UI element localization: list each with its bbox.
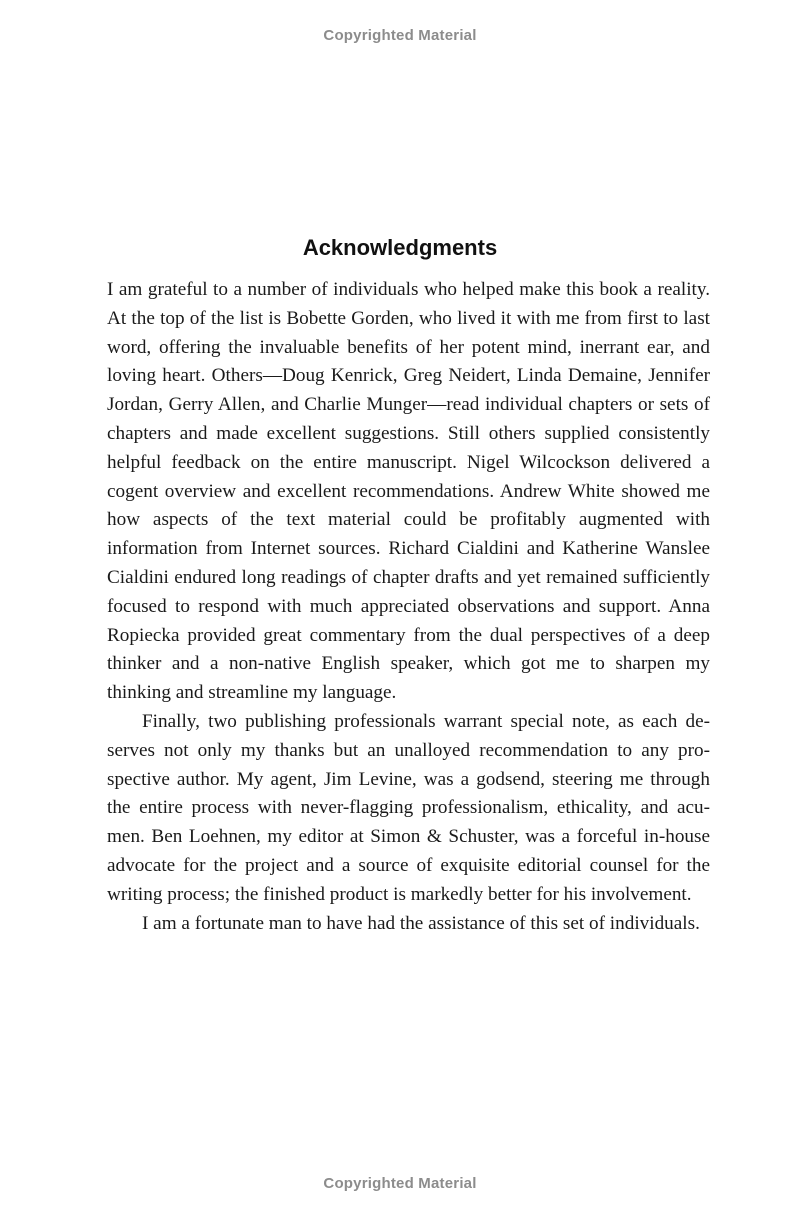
paragraph-closing: I am a fortunate man to have had the assistance of this set of individuals. [142, 912, 700, 934]
page-title: Acknowledgments [302, 235, 498, 260]
paragraph-gratitude: I am grateful to a number of individuals who helped make this book a reality. At the top of the list is Bobette Gorden, who lived it with me from first to last word, offering the invaluable benefits of her potent mind, inerrant ear, and loving heart. Others—Doug Kenrick, Greg Neidert, Linda Demaine, Jennifer Jordan, Gerry Allen, and Charlie Munger—read individual chapters or sets of chapters and made excellent suggestions. Still others supplied consistently helpful feedback on the entire manuscript. Nigel Wilcockson delivered a cogent overview and excellent recommendations. Andrew White showed me how aspects of the text material could be profitably augmented with information from Internet sources. Richard Cialdini and Katherine Wanslee Cialdini endured long readings of chapter drafts and yet remained sufficiently focused to respond with much appreciated observations and support. Anna Ropiecka provided great commentary from the dual perspectives of a deep thinker and a non-native English speaker, which got me to sharpen my thinking and streamline my language. [107, 279, 710, 704]
paragraph-publishing-professionals: Finally, two publishing professionals warrant special note, as each deserves not only my thanks but an unalloyed recommendation to any prospective author. My agent, Jim Levine, was a godsend, steering me through the entire process with never-flagging professionalism, ethicality, and acumen. Ben Loehnen, my editor at Simon & Schuster, was a forceful in-house advocate for the project and a source of exquisite editorial counsel for the writing process; the finished product is markedly better for his involvement. [107, 710, 710, 905]
copyright-watermark-bottom: Copyrighted Material [323, 1175, 477, 1192]
acknowledgments-body [107, 276, 710, 938]
copyright-watermark-top: Copyrighted Material [323, 27, 477, 44]
